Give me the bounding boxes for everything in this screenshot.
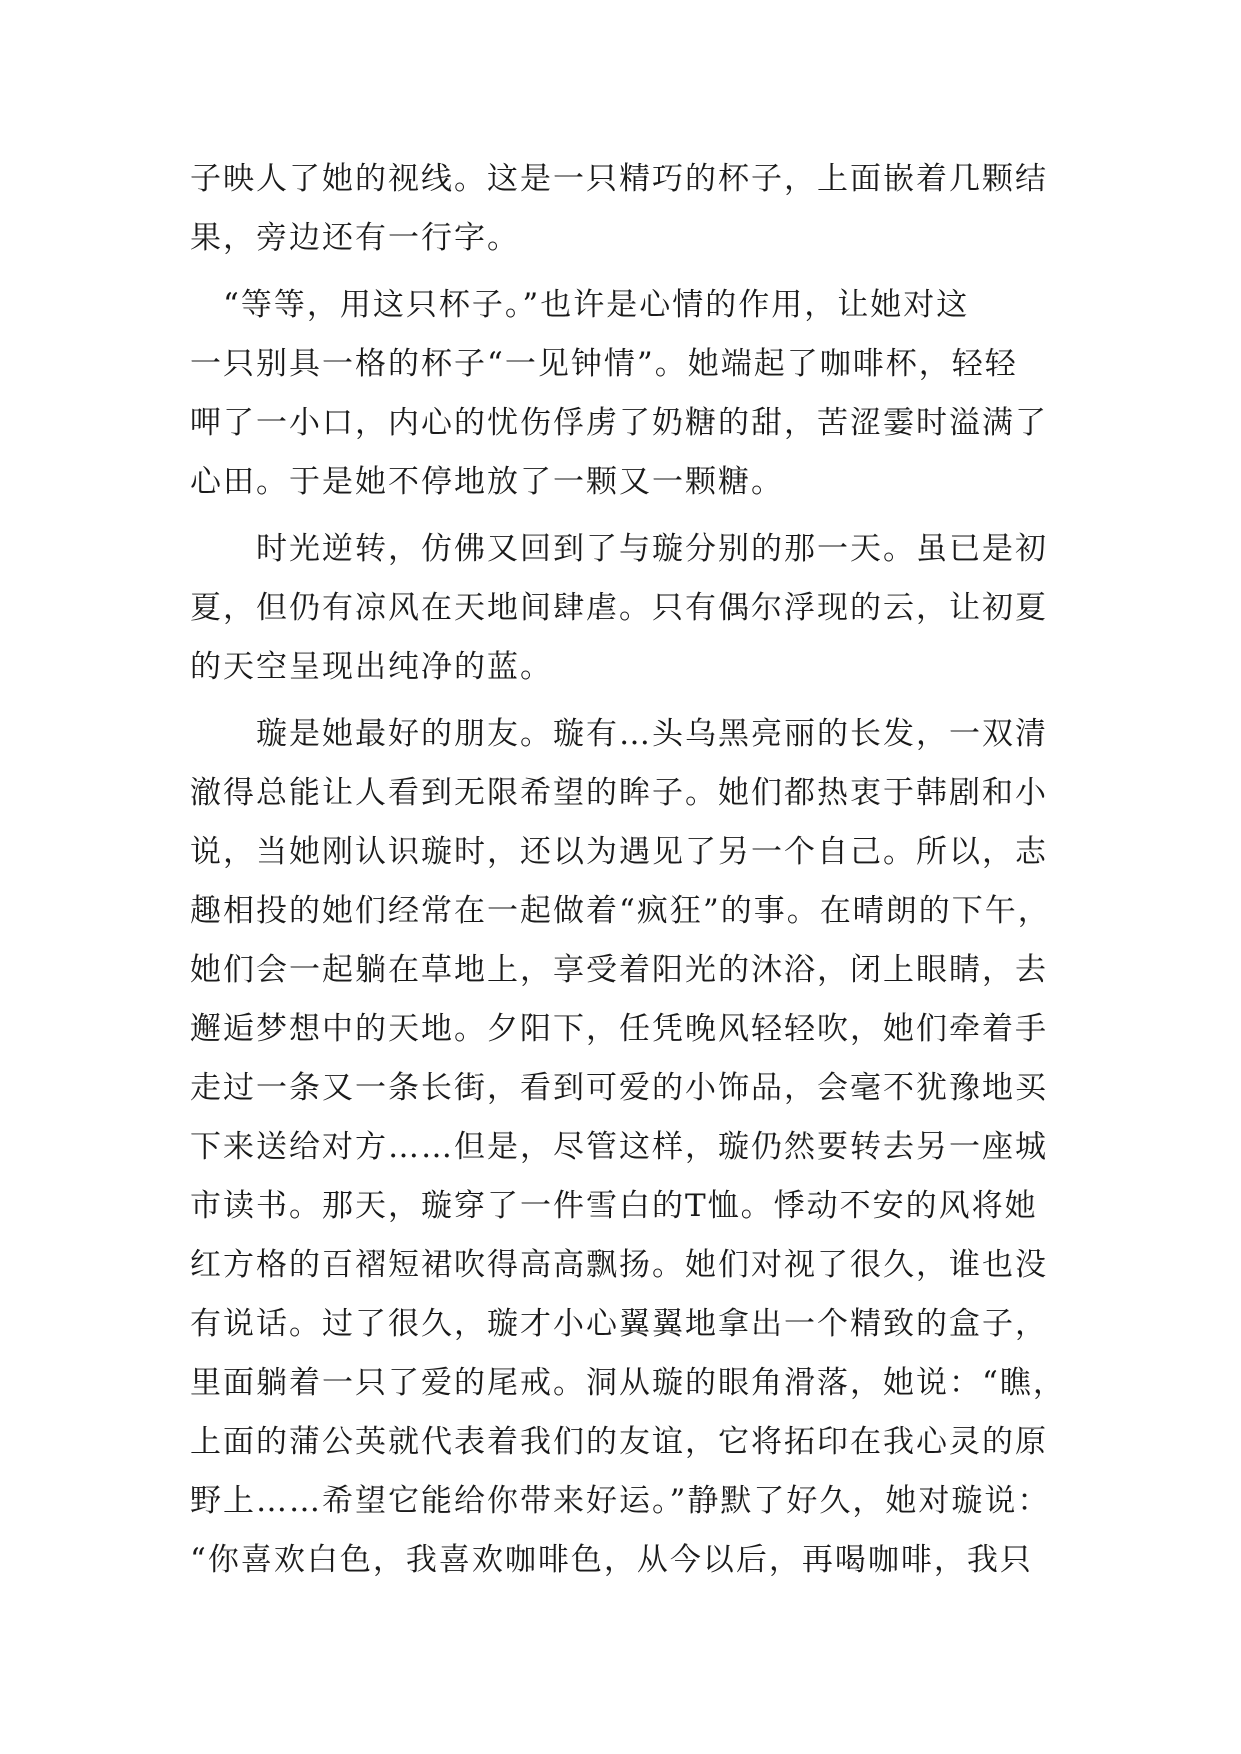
text-line: 一只别具一格的杯子“一见钟情”。她端起了咖啡杯，轻轻	[190, 346, 1018, 382]
text-line: 时光逆转，仿佛又回到了与璇分别的那一天。虽已是初	[190, 531, 1048, 567]
document-body	[190, 150, 1080, 1590]
text-line: 说，当她刚认识璇时，还以为遇见了另一个自己。所以，志	[190, 834, 1048, 870]
text-line: 市读书。那天，璇穿了一件雪白的T恤。悸动不安的风将她	[190, 1188, 1038, 1224]
text-line: 子映人了她的视线。这是一只精巧的杯子，上面嵌着几颗结	[190, 161, 1048, 197]
text-line: 璇是她最好的朋友。璇有…头乌黑亮丽的长发，一双清	[190, 716, 1048, 752]
text-line: 果，旁边还有一行字。	[190, 220, 520, 256]
text-line: 走过一条又一条长街，看到可爱的小饰品，会毫不犹豫地买	[190, 1070, 1048, 1106]
text-line: 趣相投的她们经常在一起做着“疯狂”的事。在晴朗的下午，	[190, 893, 1051, 929]
text-line: 呷了一小口，内心的忧伤俘虏了奶糖的甜，苦涩霎时溢满了	[190, 405, 1048, 441]
text-line: 上面的蒲公英就代表着我们的友谊，它将拓印在我心灵的原	[190, 1424, 1048, 1460]
text-line: 的天空呈现出纯净的蓝。	[190, 649, 553, 685]
text-line: 野上……希望它能给你带来好运。”静默了好久，她对璇说：	[190, 1483, 1051, 1519]
text-line: 心田。于是她不停地放了一颗又一颗糖。	[190, 464, 784, 500]
text-line: “等等，用这只杯子。”也许是心情的作用，让她对这	[190, 287, 970, 323]
text-line: 邂逅梦想中的天地。夕阳下，任凭晚风轻轻吹，她们牵着手	[190, 1011, 1048, 1047]
text-line: 里面躺着一只了爱的尾戒。洞从璇的眼角滑落，她说：“瞧，	[190, 1365, 1066, 1401]
text-line: 下来送给对方……但是，尽管这样，璇仍然要转去另一座城	[190, 1129, 1048, 1165]
text-line: 她们会一起躺在草地上，享受着阳光的沐浴，闭上眼睛，去	[190, 952, 1048, 988]
text-line: 夏，但仍有凉风在天地间肆虐。只有偶尔浮现的云，让初夏	[190, 590, 1048, 626]
text-line: “你喜欢白色，我喜欢咖啡色，从今以后，再喝咖啡，我只	[190, 1542, 1033, 1578]
text-line: 有说话。过了很久，璇才小心翼翼地拿出一个精致的盒子，	[190, 1306, 1048, 1342]
text-line: 澈得总能让人看到无限希望的眸子。她们都热衷于韩剧和小	[190, 775, 1048, 811]
text-line: 红方格的百褶短裙吹得高高飘扬。她们对视了很久，谁也没	[190, 1247, 1048, 1283]
